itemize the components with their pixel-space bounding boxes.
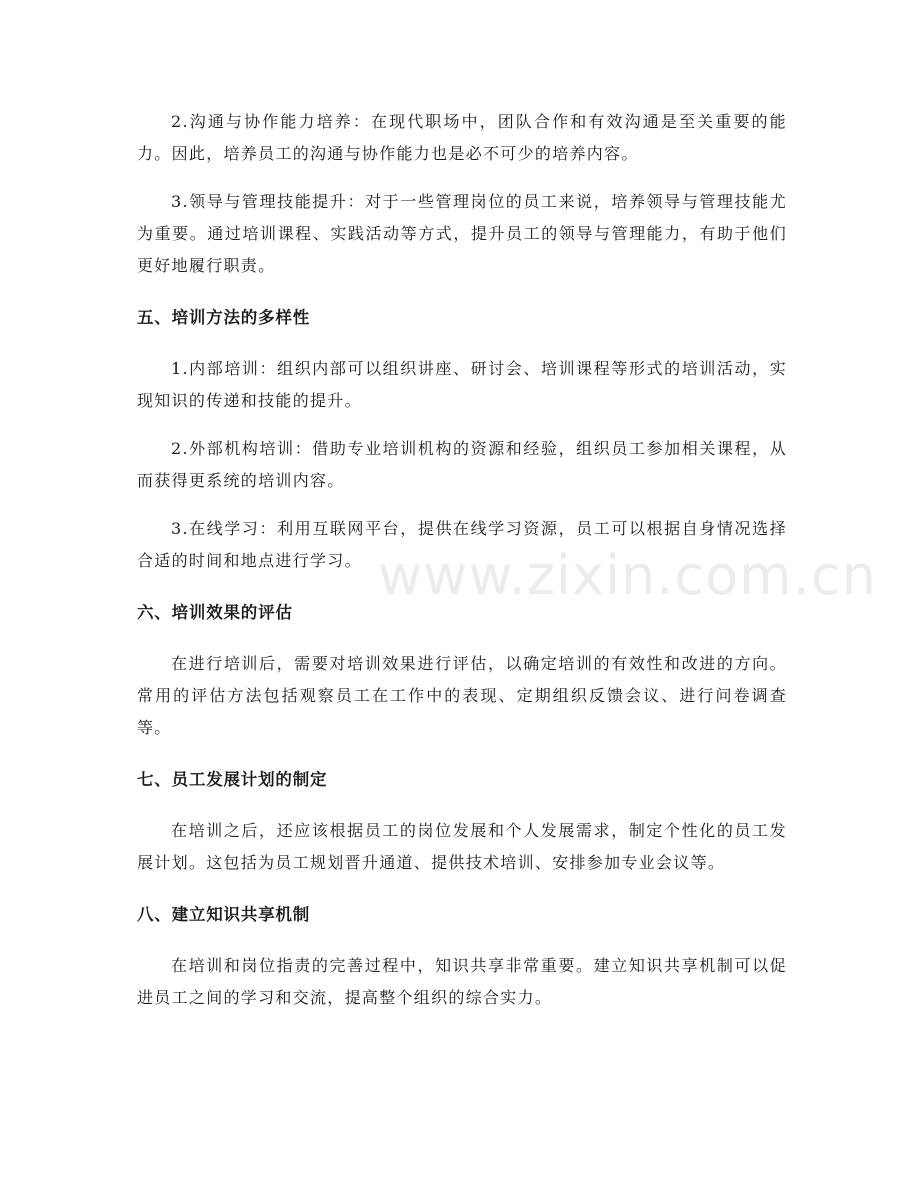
paragraph-evaluation: 在进行培训后，需要对培训效果进行评估，以确定培训的有效性和改进的方向。常用的评估方法包括观察员工在工作中的表现、定期组织反馈会议、进行问卷调查等。 [137,654,787,737]
paragraph-knowledge-sharing: 在培训和岗位指责的完善过程中，知识共享非常重要。建立知识共享机制可以促进员工之间的学习和交流，提高整个组织的综合实力。 [137,956,787,1007]
section-heading-7: 七、员工发展计划的制定 [137,770,328,789]
watermark: www.zixin.com.cn [378,544,877,607]
paragraph-leadership: 3.领导与管理技能提升：对于一些管理岗位的员工来说，培养领导与管理技能尤为重要。通过培训课程、实践活动等方式，提升员工的领导与管理能力，有助于他们更好地履行职责。 [137,192,787,275]
document-body [137,106,787,1030]
paragraph-external-training: 2.外部机构培训：借助专业培训机构的资源和经验，组织员工参加相关课程，从而获得更系统的培训内容。 [137,439,787,490]
section-heading-8: 八、建立知识共享机制 [137,905,310,924]
paragraph-internal-training: 1.内部培训：组织内部可以组织讲座、研讨会、培训课程等形式的培训活动，实现知识的传递和技能的提升。 [137,359,787,410]
paragraph-communication: 2.沟通与协作能力培养：在现代职场中，团队合作和有效沟通是至关重要的能力。因此，培养员工的沟通与协作能力也是必不可少的培养内容。 [137,112,787,163]
section-heading-5: 五、培训方法的多样性 [137,308,310,327]
paragraph-online-learning: 3.在线学习：利用互联网平台，提供在线学习资源，员工可以根据自身情况选择合适的时间和地点进行学习。 [137,519,787,570]
section-heading-6: 六、培训效果的评估 [137,603,293,622]
paragraph-development-plan: 在培训之后，还应该根据员工的岗位发展和个人发展需求，制定个性化的员工发展计划。这包括为员工规划晋升通道、提供技术培训、安排参加专业会议等。 [137,821,787,872]
